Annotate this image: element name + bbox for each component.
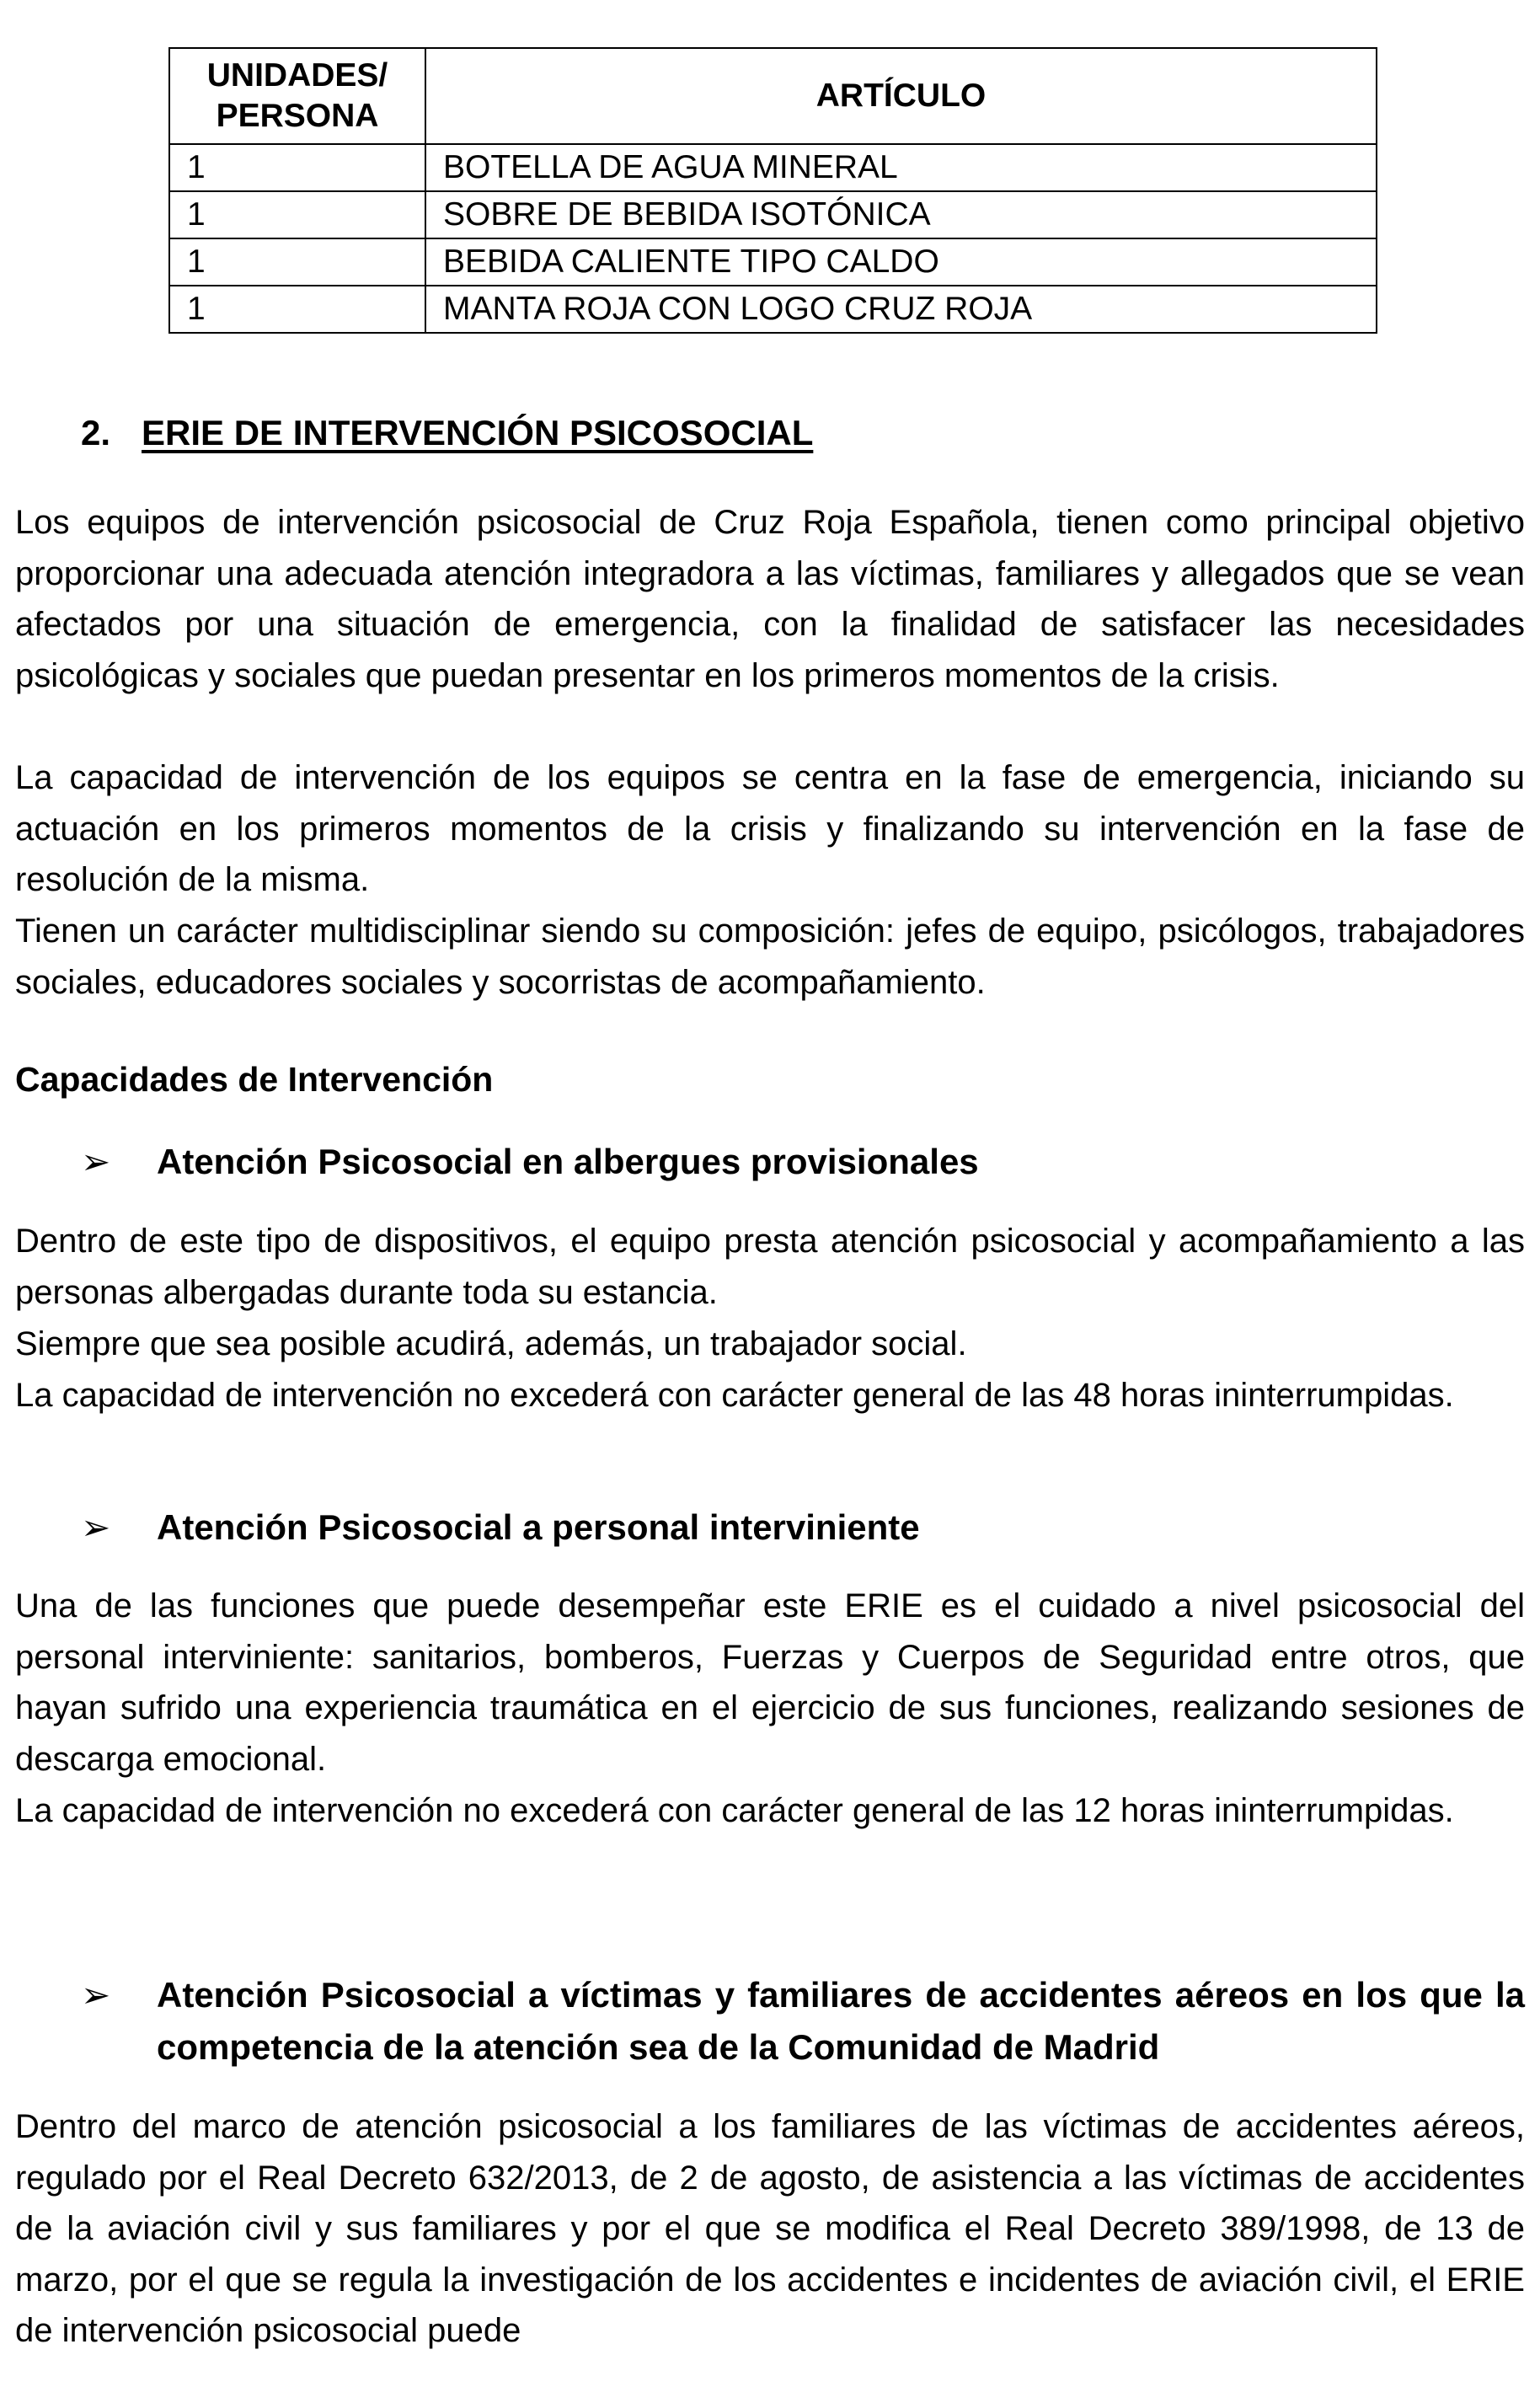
header-article: ARTÍCULO <box>425 48 1377 144</box>
items-table <box>168 47 1377 334</box>
intro-paragraph-1: Los equipos de intervención psicosocial de Cruz Roja Española, tienen como principal objetivo proporcionar una adecuada atención integradora a las víctimas, familiares y allegados que se vean afectados por una situación de emergencia, con la finalidad de satisfacer las necesidades psicológicas y sociales que puedan presentar en los primeros momentos de la crisis. <box>15 504 1525 694</box>
section-number: 2. <box>81 413 111 452</box>
intro-paragraph-3: Tienen un carácter multidisciplinar siendo su composición: jefes de equipo, psicólogos, trabajadores sociales, educadores sociales y socorristas de acompañamiento. <box>15 912 1525 1001</box>
arrow-bullet-icon: ➢ <box>81 1975 111 2015</box>
bullet-title: Atención Psicosocial a víctimas y familiares de accidentes aéreos en los que la competencia de la atención sea de la Comunidad de Madrid <box>157 1975 1525 2067</box>
section-title: ERIE DE INTERVENCIÓN PSICOSOCIAL <box>142 413 814 452</box>
table-row <box>169 286 1377 333</box>
cell-article: MANTA ROJA CON LOGO CRUZ ROJA <box>425 286 1377 333</box>
albergues-paragraph-3: La capacidad de intervención no excederá con carácter general de las 48 horas ininterrumpidas. <box>15 1377 1454 1414</box>
bullet-title: Atención Psicosocial en albergues provisionales <box>157 1142 979 1181</box>
cell-units: 1 <box>169 286 425 333</box>
table-row <box>169 238 1377 286</box>
capacities-heading: Capacidades de Intervención <box>15 1060 494 1099</box>
cell-article: SOBRE DE BEBIDA ISOTÓNICA <box>425 191 1377 238</box>
arrow-bullet-icon: ➢ <box>81 1507 111 1547</box>
cell-article: BEBIDA CALIENTE TIPO CALDO <box>425 238 1377 286</box>
cell-units: 1 <box>169 238 425 286</box>
interviniente-paragraph-2: La capacidad de intervención no excederá con carácter general de las 12 horas ininterrumpidas. <box>15 1792 1454 1829</box>
cell-article: BOTELLA DE AGUA MINERAL <box>425 144 1377 191</box>
section-heading <box>81 413 813 453</box>
arrow-bullet-icon: ➢ <box>81 1142 111 1181</box>
intro-paragraph-2: La capacidad de intervención de los equipos se centra en la fase de emergencia, iniciando su actuación en los primeros momentos de la crisis y finalizando su intervención en la fase de resolución de la misma. <box>15 759 1525 898</box>
table-header-row <box>169 48 1377 144</box>
interviniente-paragraph-1: Una de las funciones que puede desempeñar este ERIE es el cuidado a nivel psicosocial del personal interviniente: sanitarios, bomberos, Fuerzas y Cuerpos de Seguridad entre otros, que hayan sufrido una experiencia traumática en el ejercicio de sus funciones, realizando sesiones de descarga emocional. <box>15 1587 1525 1778</box>
bullet-title: Atención Psicosocial a personal interviniente <box>157 1507 920 1547</box>
bullet-albergues <box>81 1136 1525 1188</box>
aereos-paragraph-1: Dentro del marco de atención psicosocial a los familiares de las víctimas de accidentes aéreos, regulado por el Real Decreto 632/2013, de 2 de agosto, de asistencia a las víctimas de accidentes de la aviación civil y sus familiares y por el que se modifica el Real Decreto 389/1998, de 13 de marzo, por el que se regula la investigación de los accidentes e incidentes de aviación civil, el ERIE de intervención psicosocial puede <box>15 2108 1525 2349</box>
cell-units: 1 <box>169 144 425 191</box>
bullet-personal-interviniente <box>81 1501 1525 1554</box>
albergues-paragraph-1: Dentro de este tipo de dispositivos, el equipo presta atención psicosocial y acompañamiento a las personas albergadas durante toda su estancia. <box>15 1223 1525 1311</box>
table-row <box>169 191 1377 238</box>
albergues-paragraph-2: Siempre que sea posible acudirá, además, un trabajador social. <box>15 1325 967 1362</box>
bullet-accidentes-aereos <box>81 1969 1525 2074</box>
cell-units: 1 <box>169 191 425 238</box>
header-units: UNIDADES/ PERSONA <box>169 48 425 144</box>
table-row <box>169 144 1377 191</box>
